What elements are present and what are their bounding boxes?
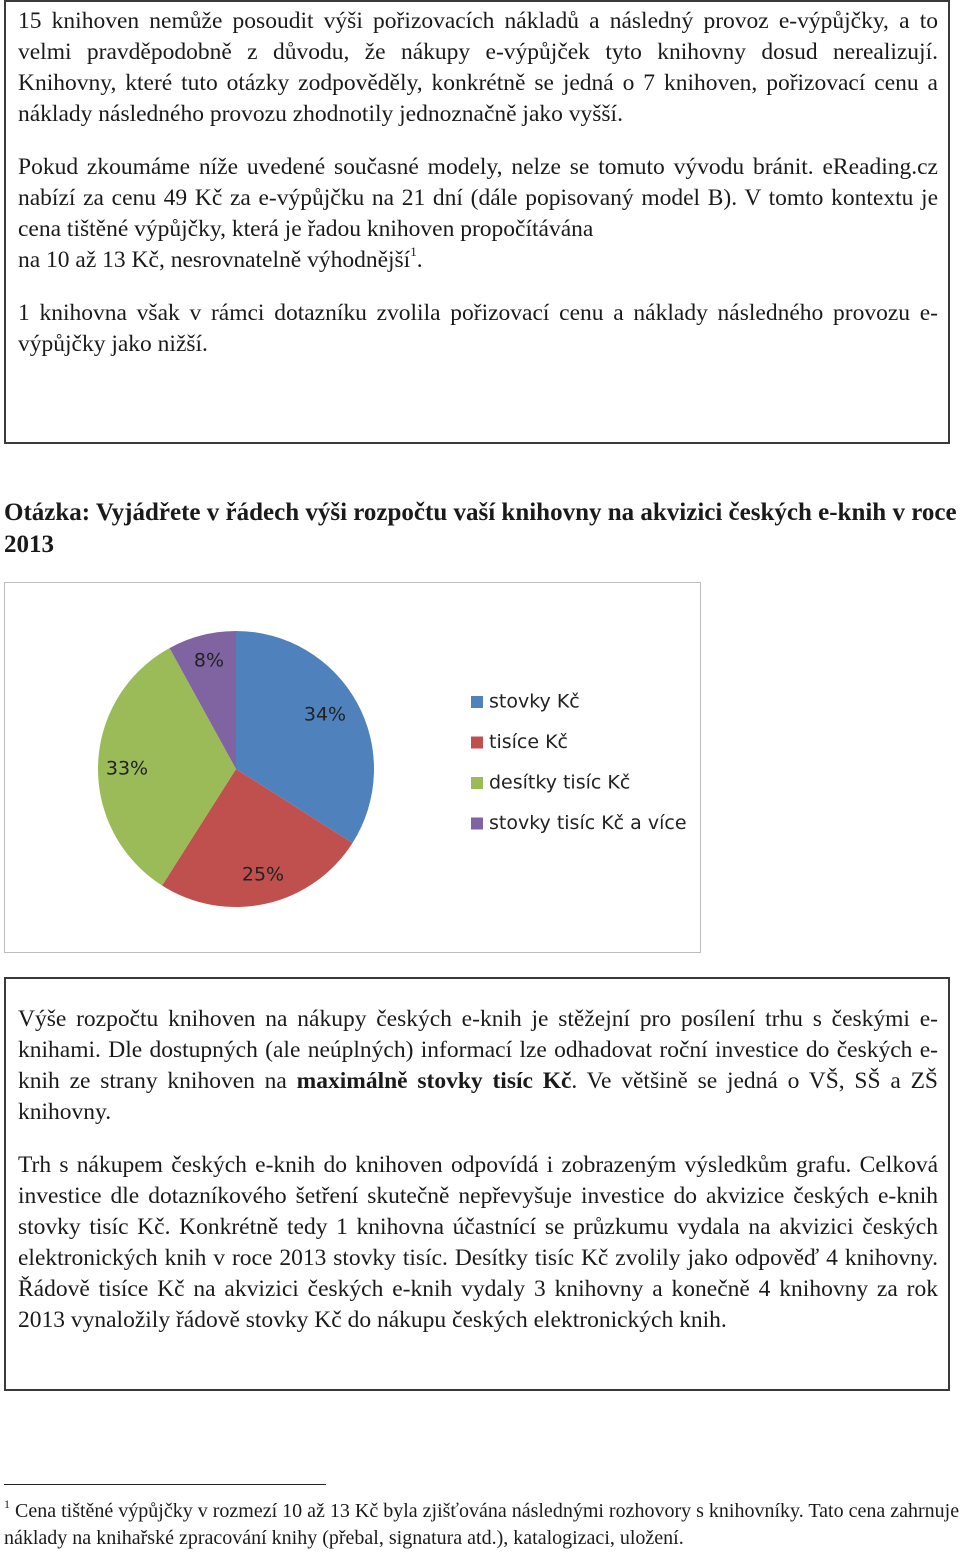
paragraph — [18, 1004, 938, 1128]
data-label: 33% — [105, 757, 149, 780]
paragraph-text: na 10 až 13 Kč, nesrovnatelně výhodnější — [18, 247, 411, 273]
footnote-text: Cena tištěné výpůjčky v rozmezí 10 až 13 Kč byla zjišťována následnými rozhovory s knihovníky. Tato cena zahrnuje náklady na knihařské zpracování knihy (přebal, signatura atd.), katalogizaci, uložení. — [4, 1500, 960, 1549]
paragraph: 1 knihovna však v rámci dotazníku zvolila pořizovací cenu a náklady následného provozu e-výpůjčky jako nižší. — [18, 300, 938, 357]
footnote-reference: 1 — [410, 244, 417, 259]
footnote-separator — [4, 1484, 326, 1485]
paragraph: 15 knihoven nemůže posoudit výši pořizovacích nákladů a následný provoz e-výpůjčky, a to velmi pravděpodobně z důvodu, že nákupy e-výpůjček tyto knihovny dosud nerealizují. Knihovny, které tuto otázky zodpověděly, konkrétně se jedná o 7 knihoven, pořizovací cenu a náklady následného provozu zhodnotily jednoznačně jako vyšší. — [18, 8, 938, 127]
paragraph-text: . — [416, 247, 423, 273]
text-box-top — [4, 0, 950, 444]
legend-label: desítky tisíc Kč — [489, 771, 631, 794]
question-heading: Otázka: Vyjádřete v řádech výši rozpočtu vaší knihovny na akvizici českých e-knih v roce 2013 — [4, 499, 957, 558]
paragraph: Trh s nákupem českých e-knih do knihoven odpovídá i zobrazeným výsledkům grafu. Celková investice dle dotazníkového šetření skutečně nepřevyšuje investice do akvizice českých e-knih stovky tisíc Kč. Konkrétně tedy 1 knihovna účastnící se průzkumu vydala na akvizici českých elektronických knih v roce 2013 stovky tisíc. Desítky tisíc Kč zvolily jako odpověď 4 knihovny. Řádově tisíce Kč na akvizici českých e-knih vydaly 3 knihovny a konečně 4 knihovny za rok 2013 vynaložily řádově stovky Kč do nákupu českých elektronických knih. — [18, 1152, 938, 1333]
data-label: 34% — [303, 703, 347, 726]
legend-swatch — [471, 818, 483, 830]
paragraph — [18, 152, 938, 276]
paragraph-text: Výše rozpočtu knihoven na nákupy českých e-knih je stěžejní pro posílení trhu s českými e-knihami. Dle dostupných (ale neúplných) informací lze odhadovat roční investice do českých e-knih ze strany knihoven na — [18, 1006, 938, 1094]
legend-swatch — [471, 696, 483, 708]
paragraph-text: Pokud zkoumáme níže uvedené současné modely, nelze se tomuto vývodu bránit. eReading.cz nabízí za cenu 49 Kč za e-výpůjčku na 21 dní (dále popisovaný model B). V tomto kontextu je cena tištěné výpůjčky, která je řadou knihoven propočítávána — [18, 154, 938, 242]
data-label: 8% — [193, 649, 225, 672]
text-box-bottom — [4, 977, 950, 1391]
footnote-mark: 1 — [4, 1497, 10, 1511]
paragraph-text: . Ve většině se jedná o VŠ, SŠ a ZŠ knihovny. — [18, 1068, 938, 1125]
legend-label: stovky Kč — [489, 690, 580, 713]
legend-label: tisíce Kč — [489, 731, 568, 753]
emphasis-text: maximálně stovky tisíc Kč — [296, 1068, 572, 1094]
legend-swatch — [471, 777, 483, 789]
pie-chart — [4, 582, 701, 953]
pie-chart-svg — [5, 583, 702, 954]
legend-label: stovky tisíc Kč a více — [489, 812, 687, 834]
footnote — [4, 1498, 960, 1552]
legend-swatch — [471, 737, 483, 749]
data-label: 25% — [241, 863, 285, 886]
